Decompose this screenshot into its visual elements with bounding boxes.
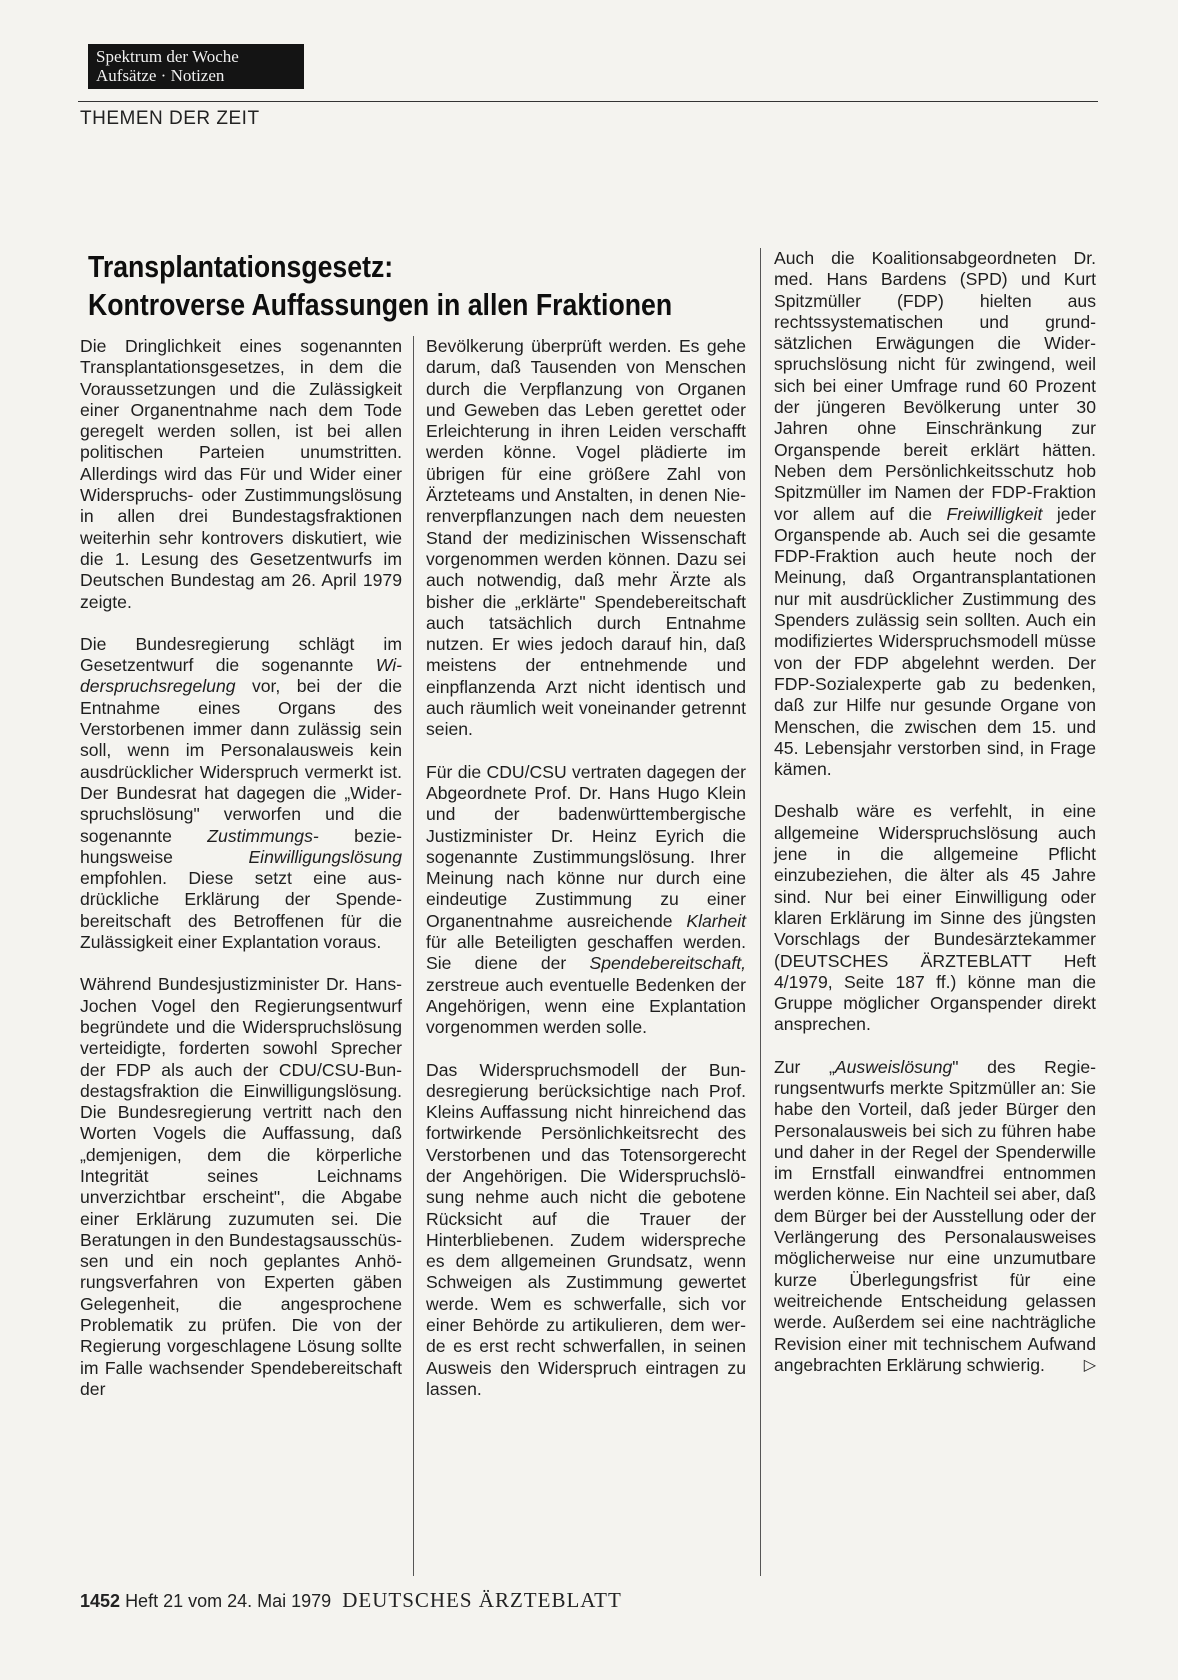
badge-line-1: Spektrum der Woche <box>96 47 239 66</box>
issue-info: Heft 21 vom 24. Mai 1979 <box>125 1591 332 1611</box>
page-footer <box>80 1588 622 1613</box>
paragraph: Das Widerspruchsmodell der Bundesregierung berücksichtige nach Prof. Kleins Auffassung nicht hinreichend das fortwirkende Persönlichkeitsrecht des Verstorbenen und das Totensorgerecht der Angehörigen. Die Widerspruchslösung nehme auch nicht die gebotene Rücksicht auf die Trauer der Hinterbliebenen. Zudem widerspreche es dem allgemeinen Grundsatz, wenn Schweigen als Zustimmung gewertet werde. Wem es schwerfalle, sich vor einer Behörde zu artikulieren, dem werde es erst recht schwerfallen, in seinen Ausweis den Widerspruch eintragen zu lassen. <box>426 1059 746 1399</box>
paragraph: Für die CDU/CSU vertraten dagegen der Abgeordnete Prof. Dr. Hans Hugo Klein und der badenwürttembergische Justizminister Dr. Heinz Eyrich die sogenannte Zustimmungslösung. Ihrer Meinung nach könne nur durch eine eindeutige Zustimmung zu einer Organentnahme ausreichende Klarheit für alle Beteiligten geschaffen werden. Sie diene der Spendebereitschaft, zerstreue auch eventuelle Bedenken der Angehörigen, wenn eine Explantation vorgenommen werden solle. <box>426 761 746 1038</box>
title-line-2: Kontroverse Auffassungen in allen Fraktionen <box>88 287 673 322</box>
column-divider-2 <box>760 248 761 1576</box>
paragraph: Während Bundesjustizminister Dr. Hans-Jochen Vogel den Regierungsentwurf begründete und die Widerspruchslösung verteidigte, forderten sowohl Sprecher der FDP als auch der CDU/CSU-Bundestagsfraktion die Einwilligungslösung. Die Bundesregierung vertritt nach den Worten Vogels die Auffassung, daß „demjenigen, dem die körperliche Integrität seines Leichnams unverzichtbar erscheint", die Abgabe einer Erklärung zuzumuten sei. Die Beratungen in den Bundestagsausschüssen und ein noch geplantes Anhörungsverfahren von Experten gäben Gelegenheit, die angesprochene Problematik zu prüfen. Die von der Regierung vorgeschlagene Lösung sollte im Falle wachsender Spendebereitschaft der <box>80 974 402 1399</box>
paragraph: Bevölkerung überprüft werden. Es gehe darum, daß Tausenden von Menschen durch die Verpflanzung von Organen und Geweben das Leben gerettet oder Erleichterung in ihren Leiden verschafft werden könne. Vogel plädierte im übrigen für eine größere Zahl von Ärzteteams und Anstalten, in denen Nierenverpflanzungen nach dem neuesten Stand der medizinischen Wissenschaft vorgenommen werden können. Dazu sei auch notwendig, daß mehr Ärzte als bisher die „erklärte" Spendebereitschaft auch tatsächlich durch Entnahme nutzen. Er wies jedoch darauf hin, daß meistens der entnehmende und einpflanzenda Arzt nicht identisch und auch räumlich weit voneinander getrennt seien. <box>426 336 746 740</box>
column-1 <box>80 336 402 1400</box>
paragraph: Deshalb wäre es verfehlt, in eine allgemeine Widerspruchslösung auch jene in die allgemeine Pflicht einzubeziehen, die älter als 45 Jahre sind. Nur bei einer Einwilligung oder klaren Erklärung im Sinne des jüngsten Vorschlags der Bundesärztekammer (DEUTSCHES ÄRZTEBLATT Heft 4/1979, Seite 187 ff.) könne man die Gruppe möglicher Organspender direkt ansprechen. <box>774 801 1096 1035</box>
column-2 <box>426 336 746 1400</box>
badge-line-2: Aufsätze · Notizen <box>96 66 225 85</box>
column-3 <box>774 248 1096 1376</box>
paragraph: Die Bundesregierung schlägt im Gesetzentwurf die sogenannte Widerspruchsregelung vor, bei der die Entnahme eines Organs des Verstorbenen immer dann zulässig sein soll, wenn im Personalausweis kein ausdrücklicher Widerspruch vermerkt ist. Der Bundesrat hat dagegen die „Widerspruchslösung" verworfen und die sogenannte Zustimmungs- beziehungsweise Einwilligungslösung empfohlen. Diese setzt eine ausdrückliche Erklärung der Spendebereitschaft des Betroffenen für die Zulässigkeit einer Explantation voraus. <box>80 633 402 953</box>
journal-name: DEUTSCHES ÄRZTEBLATT <box>342 1588 622 1612</box>
paragraph: Auch die Koalitionsabgeordneten Dr. med. Hans Bardens (SPD) und Kurt Spitzmüller (FDP) hielten aus rechtssystematischen und grundsätzlichen Erwägungen die Widerspruchslösung nicht für zwingend, weil sich bei einer Umfrage rund 60 Prozent der jüngeren Bevölkerung unter 30 Jahren ohne Einschränkung zur Organspende bereit erklärt hätten. Neben dem Persönlichkeitsschutz hob Spitzmüller im Namen der FDP-Fraktion vor allem auf die Freiwilligkeit jeder Organspende ab. Auch sei die gesamte FDP-Fraktion auch heute noch der Meinung, daß Organtransplantationen nur mit ausdrücklicher Zustimmung des Spenders zulässig sein sollten. Auch ein modifiziertes Widerspruchsmodell müsse von der FDP abgelehnt werden. Der FDP-Sozialexperte gab zu bedenken, daß zur Hilfe nur gesunde Organe von Menschen, die zwischen dem 15. und 45. Lebensjahr verstorben sind, in Frage kämen. <box>774 248 1096 780</box>
article-title <box>88 248 673 324</box>
paragraph: Die Dringlichkeit eines sogenannten Transplantationsgesetzes, in dem die Voraussetzungen und die Zulässigkeit einer Organentnahme nach dem Tode geregelt werden sollen, ist bei allen politischen Parteien unumstritten. Allerdings wird das Für und Wider einer Widerspruchs- oder Zustimmungslösung in allen drei Bundestagsfraktionen weiterhin sehr kontrovers diskutiert, wie die 1. Lesung des Gesetzentwurfs im Deutschen Bundestag am 26. April 1979 zeigte. <box>80 336 402 612</box>
section-heading: THEMEN DER ZEIT <box>80 108 260 129</box>
column-divider-1 <box>413 336 414 1576</box>
section-badge <box>88 44 304 89</box>
page-number: 1452 <box>80 1591 121 1611</box>
header-rule <box>78 101 1098 102</box>
title-line-1: Transplantationsgesetz: <box>88 249 394 284</box>
continue-arrow-icon: ▷ <box>1083 1356 1096 1374</box>
paragraph: Zur „Ausweislösung" des Regierungsentwurfs merkte Spitzmüller an: Sie habe den Vorteil, daß jeder Bürger den Personalausweis bei sich zu führen habe und daher in der Regel der Spenderwille im Ernstfall einwandfrei entnommen werden könne. Ein Nachteil sei aber, daß dem Bürger bei der Ausstellung oder der Verlängerung des Personalausweises möglicherweise nur eine unzumutbare kurze Überlegungsfrist für eine weitreichende Entscheidung gelassen werde. Außerdem sei eine nachträgliche Revision einer mit technischem Aufwand angebrachten Erklärung schwierig. ▷ <box>774 1056 1097 1375</box>
